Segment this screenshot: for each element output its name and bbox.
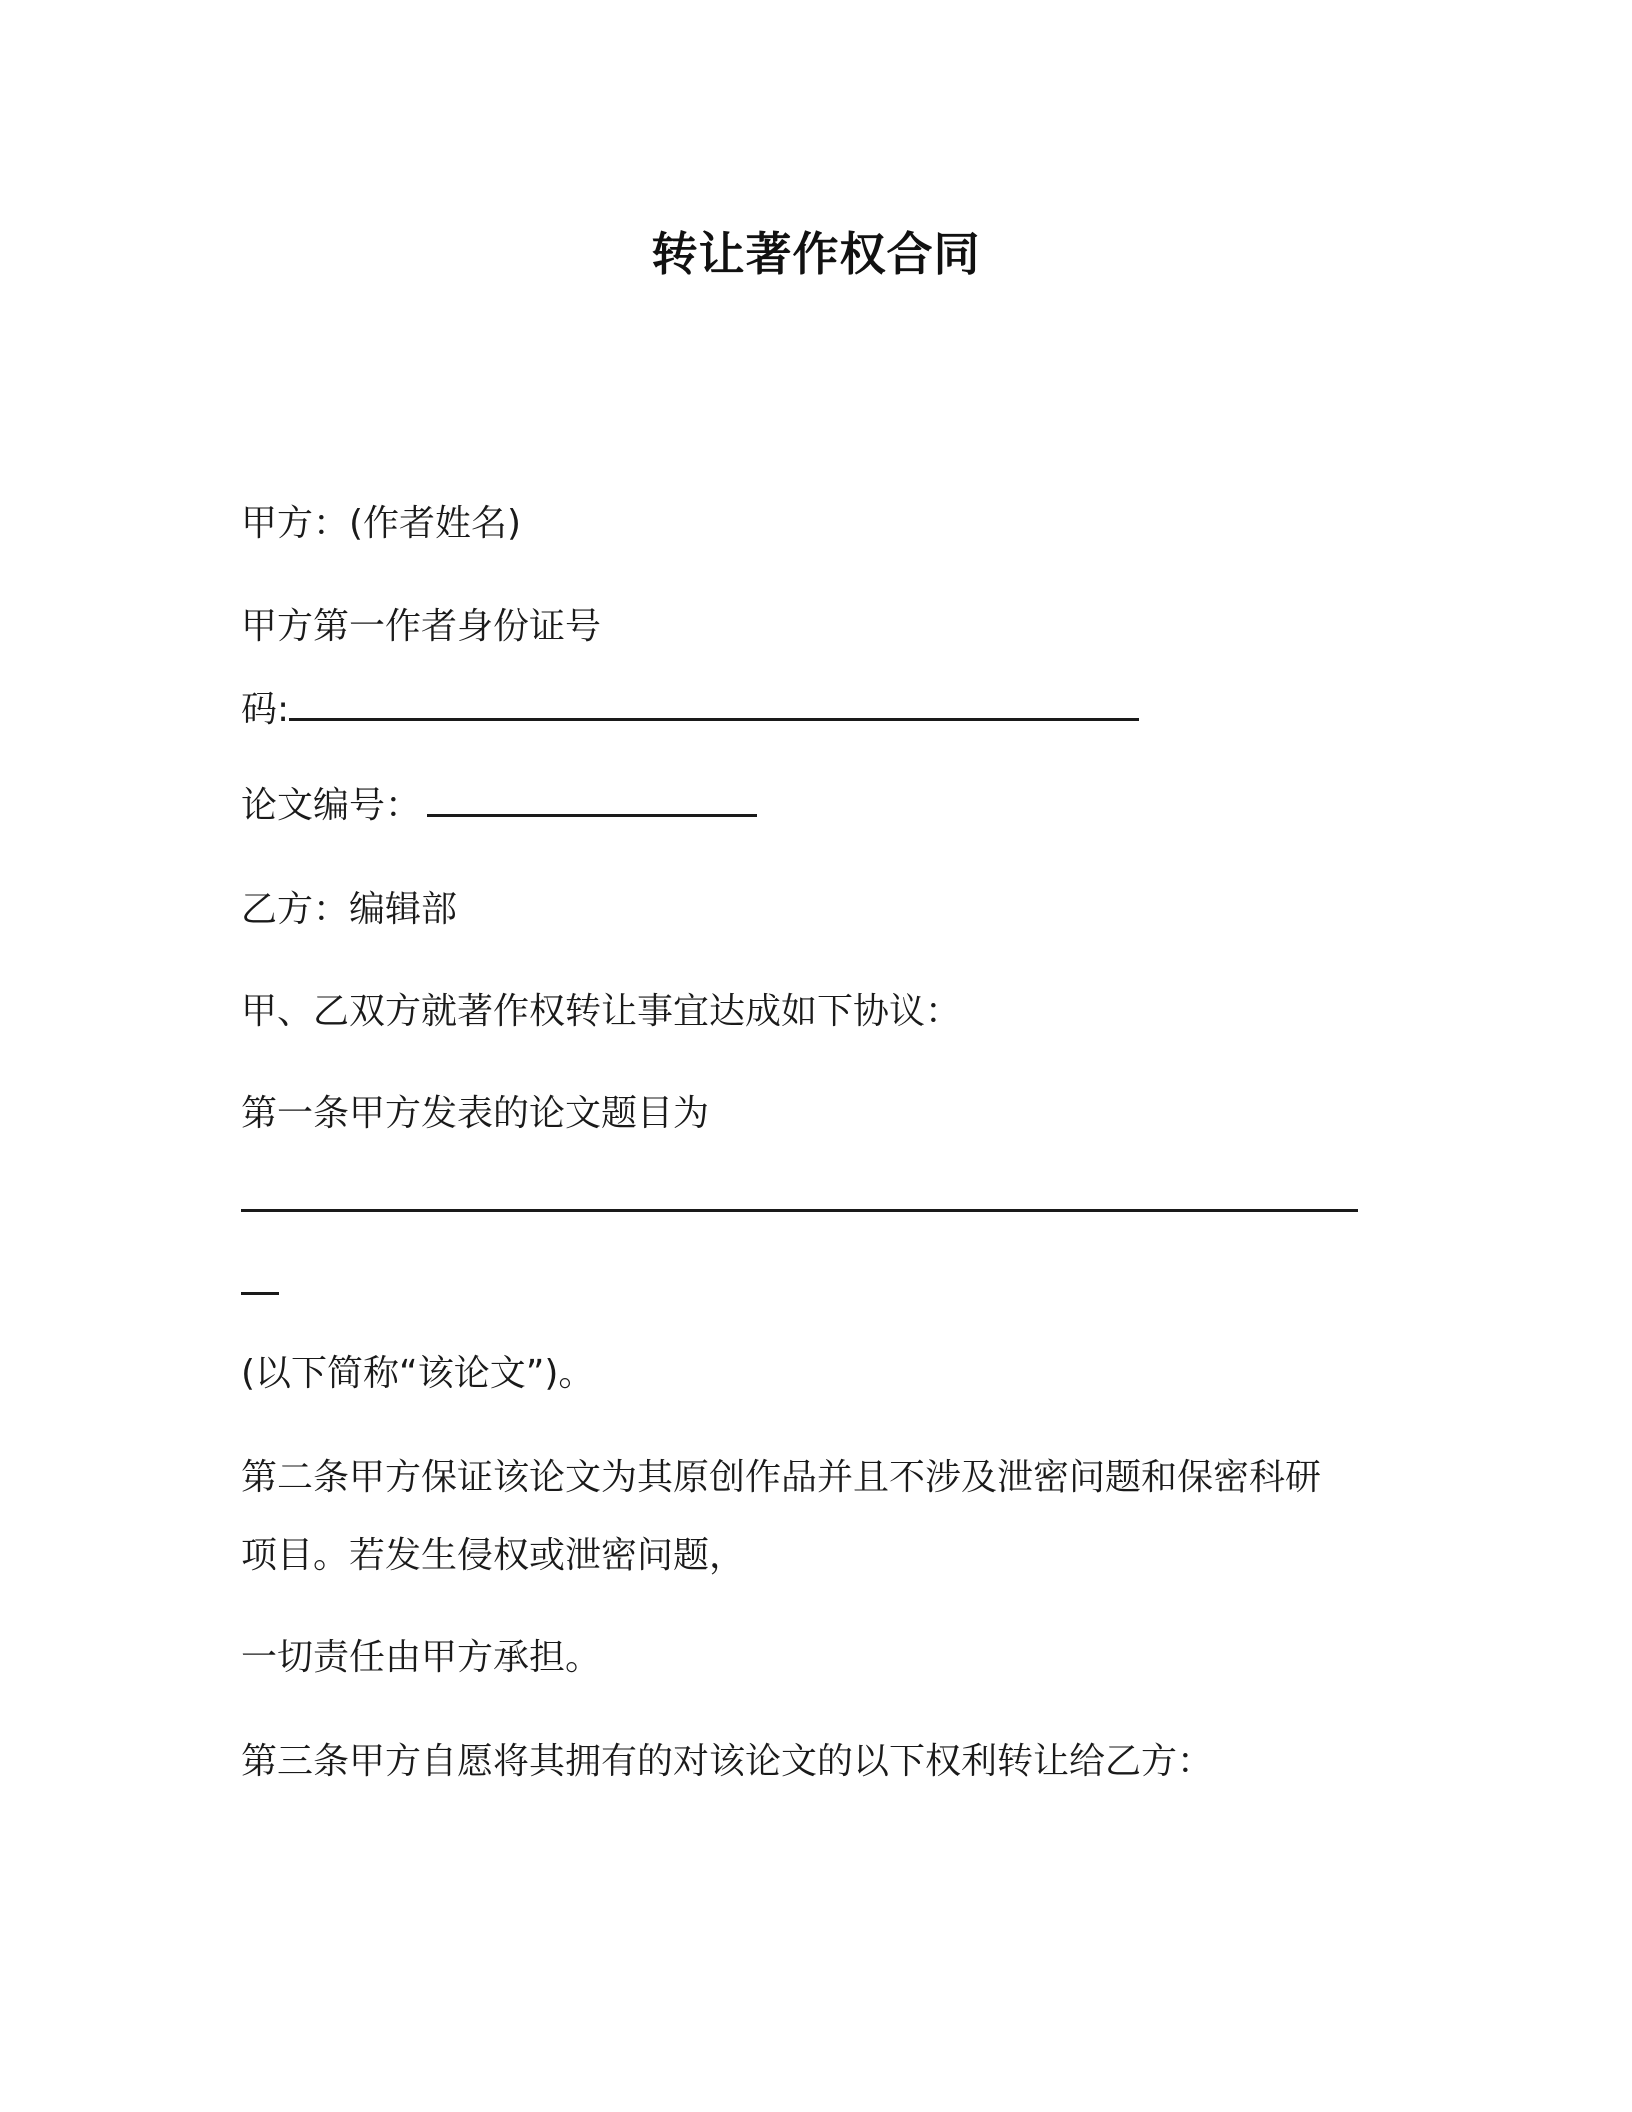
paper-number-label: 论文编号：: [241, 785, 422, 826]
article-1-title-blank-cont: [241, 1292, 279, 1295]
article-1: 第一条甲方发表的论文题目为: [241, 1093, 710, 1134]
document-title: 转让著作权合同: [651, 227, 981, 281]
party-b-line: 乙方：编辑部: [241, 889, 458, 930]
paper-number-field: [241, 782, 757, 830]
party-a-id-field: [241, 686, 1139, 734]
paper-number-blank: [427, 784, 757, 817]
party-a-line: 甲方：(作者姓名): [241, 503, 522, 544]
article-1-title-blank: [241, 1209, 1358, 1212]
id-number-blank: [289, 688, 1139, 721]
party-a-id-label-cont: 码:: [241, 689, 290, 730]
article-2-line-1: 第二条甲方保证该论文为其原创作品并且不涉及泄密问题和保密科研: [241, 1457, 1322, 1498]
article-3: 第三条甲方自愿将其拥有的对该论文的以下权利转让给乙方：: [241, 1741, 1214, 1782]
article-2-line-2: 项目。若发生侵权或泄密问题，: [241, 1535, 746, 1576]
article-2-line-3: 一切责任由甲方承担。: [241, 1637, 602, 1678]
article-1-short-name: (以下简称“该论文”)。: [241, 1353, 595, 1394]
agreement-intro: 甲、乙双方就著作权转让事宜达成如下协议：: [241, 991, 962, 1032]
party-a-id-label: 甲方第一作者身份证号: [241, 606, 602, 647]
